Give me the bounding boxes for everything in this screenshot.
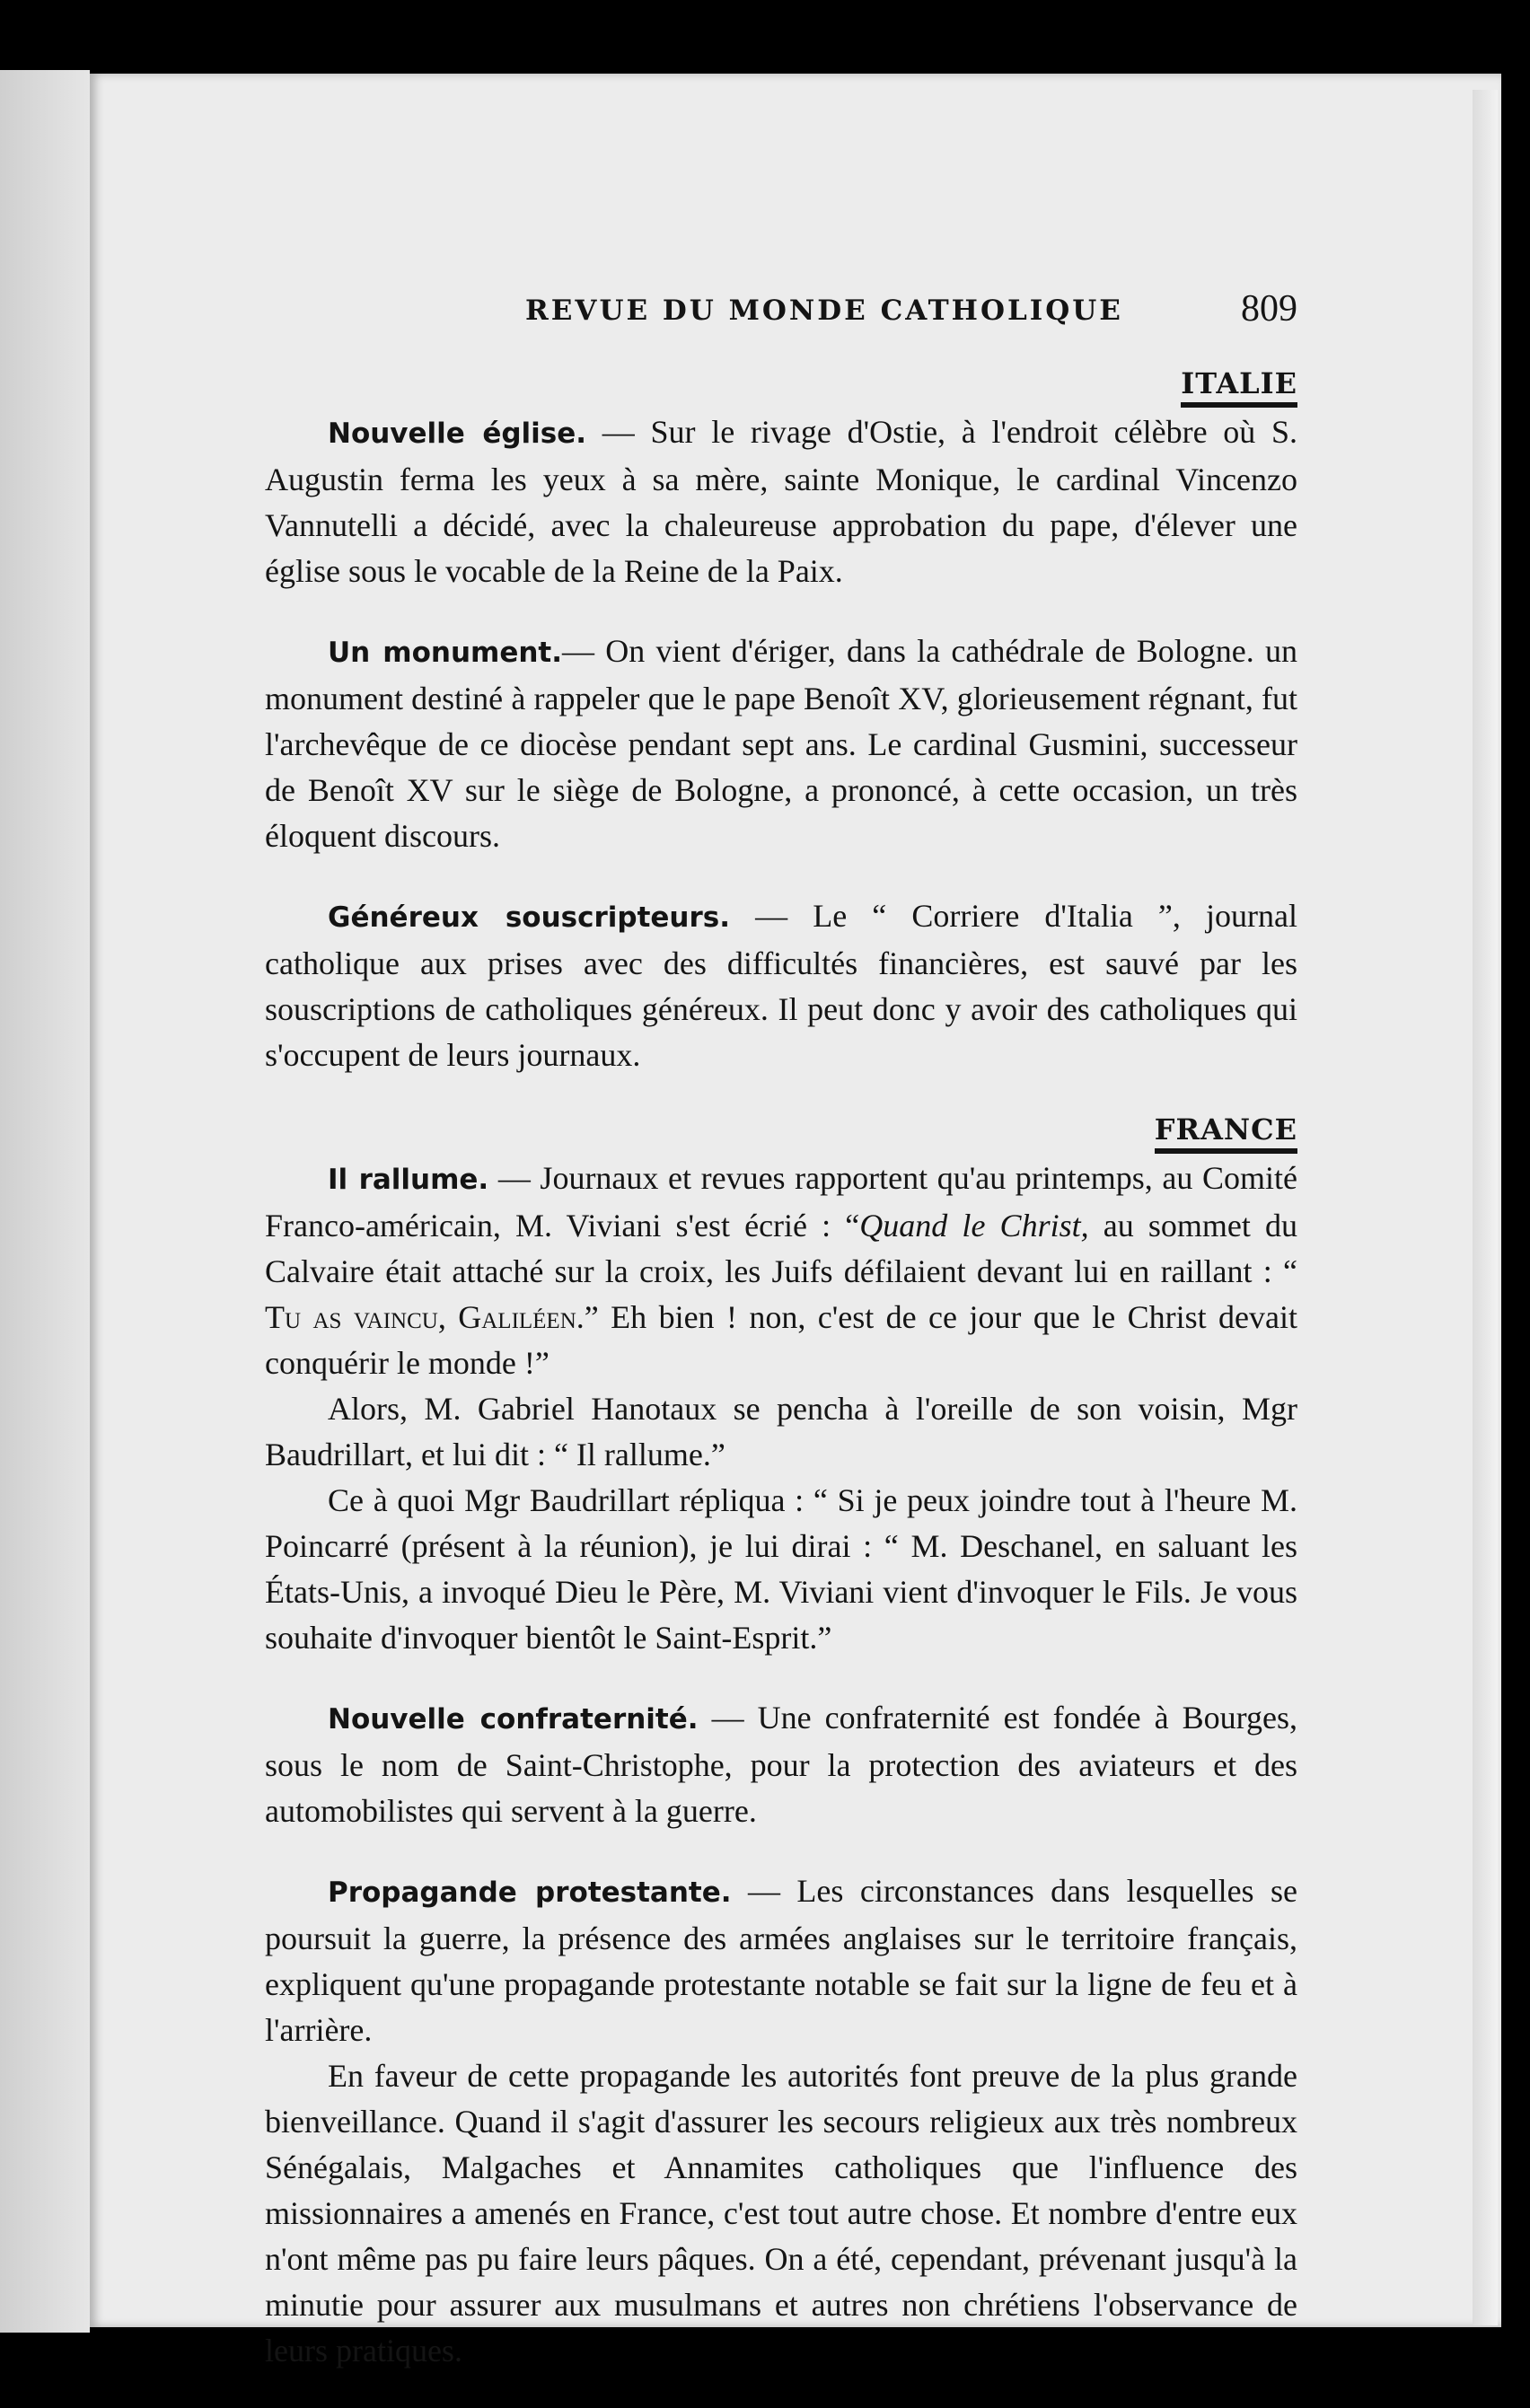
article-text: — Journaux et revues rapportent qu'au printemps, au Comité Franco-américain, M. Viviani s'est écrié : “ [265, 1160, 1297, 1244]
article-text: — Sur le rivage d'Ostie, à l'endroit célèbre où S. Augustin ferma les yeux à sa mère, sainte Monique, le cardinal Vincenzo Vannutelli a décidé, avec la chaleureuse approbation du pape, d'élever une église sous le vocable de la Reine de la Paix. [265, 414, 1297, 589]
article-quote-smallcaps: Tu as vaincu, Galiléen. [265, 1299, 585, 1335]
section-title-france: FRANCE [265, 1112, 1297, 1147]
article-nouvelle-eglise [265, 409, 1297, 594]
article-genereux-souscripteurs [265, 893, 1297, 1078]
journal-title: REVUE DU MONDE CATHOLIQUE [525, 294, 1123, 327]
page-content [265, 287, 1297, 2408]
article-lead: Un monument. [328, 637, 563, 669]
right-page-edge [1473, 90, 1498, 2325]
article-text: au sommet du Calvaire était attaché sur la croix, les Juifs défilaient devant lui en raillant : “ [265, 1208, 1298, 1289]
article-text: — Le “ Corriere d'Italia ”, journal catholique aux prises avec des difficultés financières, est sauvé par les souscriptions de catholiques généreux. Il peut donc y avoir des catholiques qui s'occupent de leurs journaux. [265, 898, 1297, 1073]
article-paragraph: Alors, M. Gabriel Hanotaux se pencha à l'oreille de son voisin, Mgr Baudrillart, et lui dit : “ Il rallume.” [265, 1391, 1297, 1472]
article-paragraph: En faveur de cette propagande les autorités font preuve de la plus grande bienveillance. Quand il s'agit d'assurer les secours religieux aux très nombreux Sénégalais, Malgaches et Annamites catholiques que l'influence des missionnaires a amenés en France, c'est tout autre chose. Et nombre d'entre eux n'ont même pas pu faire leurs pâques. On a été, cependant, prévenant jusqu'à la minutie pour assurer aux musulmans et autres non chrétiens l'observance de leurs pratiques. [265, 2058, 1297, 2368]
article-text: — On vient d'ériger, dans la cathédrale de Bologne. un monument destiné à rappeler que le pape Benoît XV, glorieusement régnant, fut l'archevêque de ce diocèse pendant sept ans. Le cardinal Gusmini, successeur de Benoît XV sur le siège de Bologne, a prononcé, à cette occasion, un très éloquent discours. [265, 633, 1297, 854]
article-lead: Nouvelle église. [328, 417, 587, 450]
article-nouvelle-confraternite [265, 1695, 1297, 1834]
article-text: — Les circonstances dans lesquelles se poursuit la guerre, la présence des armées anglaises sur le territoire français, expliquent qu'une propagande protestante notable se fait sur la ligne de feu et à l'arrière. [265, 1873, 1297, 2048]
article-text: — Une confraternité est fondée à Bourges, sous le nom de Saint-Christophe, pour la protection des aviateurs et des automobilistes qui servent à la guerre. [265, 1700, 1297, 1829]
section-title-italie: ITALIE [265, 366, 1297, 400]
article-lead: Propagande protestante. [328, 1876, 732, 1909]
article-quote-italic: Quand le Christ, [859, 1208, 1089, 1244]
article-lead: Il rallume. [328, 1164, 489, 1196]
article-il-rallume [265, 1156, 1297, 1661]
article-lead: Nouvelle confraternité. [328, 1703, 699, 1736]
article-paragraph: Ce à quoi Mgr Baudrillart répliqua : “ Si je peux joindre tout à l'heure M. Poincarré (présent à la réunion), je lui dirai : “ M. Deschanel, en saluant les États-Unis, a invoqué Dieu le Père, M. Viviani vient d'invoquer le Fils. Je vous souhaite d'invoquer bientôt le Saint-Esprit.” [265, 1482, 1297, 1656]
left-page-edge [0, 70, 90, 2333]
article-un-monument [265, 628, 1297, 859]
article-propagande-protestante [265, 1868, 1297, 2374]
page-number: 809 [1241, 288, 1297, 330]
article-lead: Généreux souscripteurs. [328, 901, 731, 934]
article-text: ” Eh bien ! non, c'est de ce jour que le Christ devait conquérir le monde !” [265, 1299, 1297, 1381]
running-head [265, 287, 1297, 341]
